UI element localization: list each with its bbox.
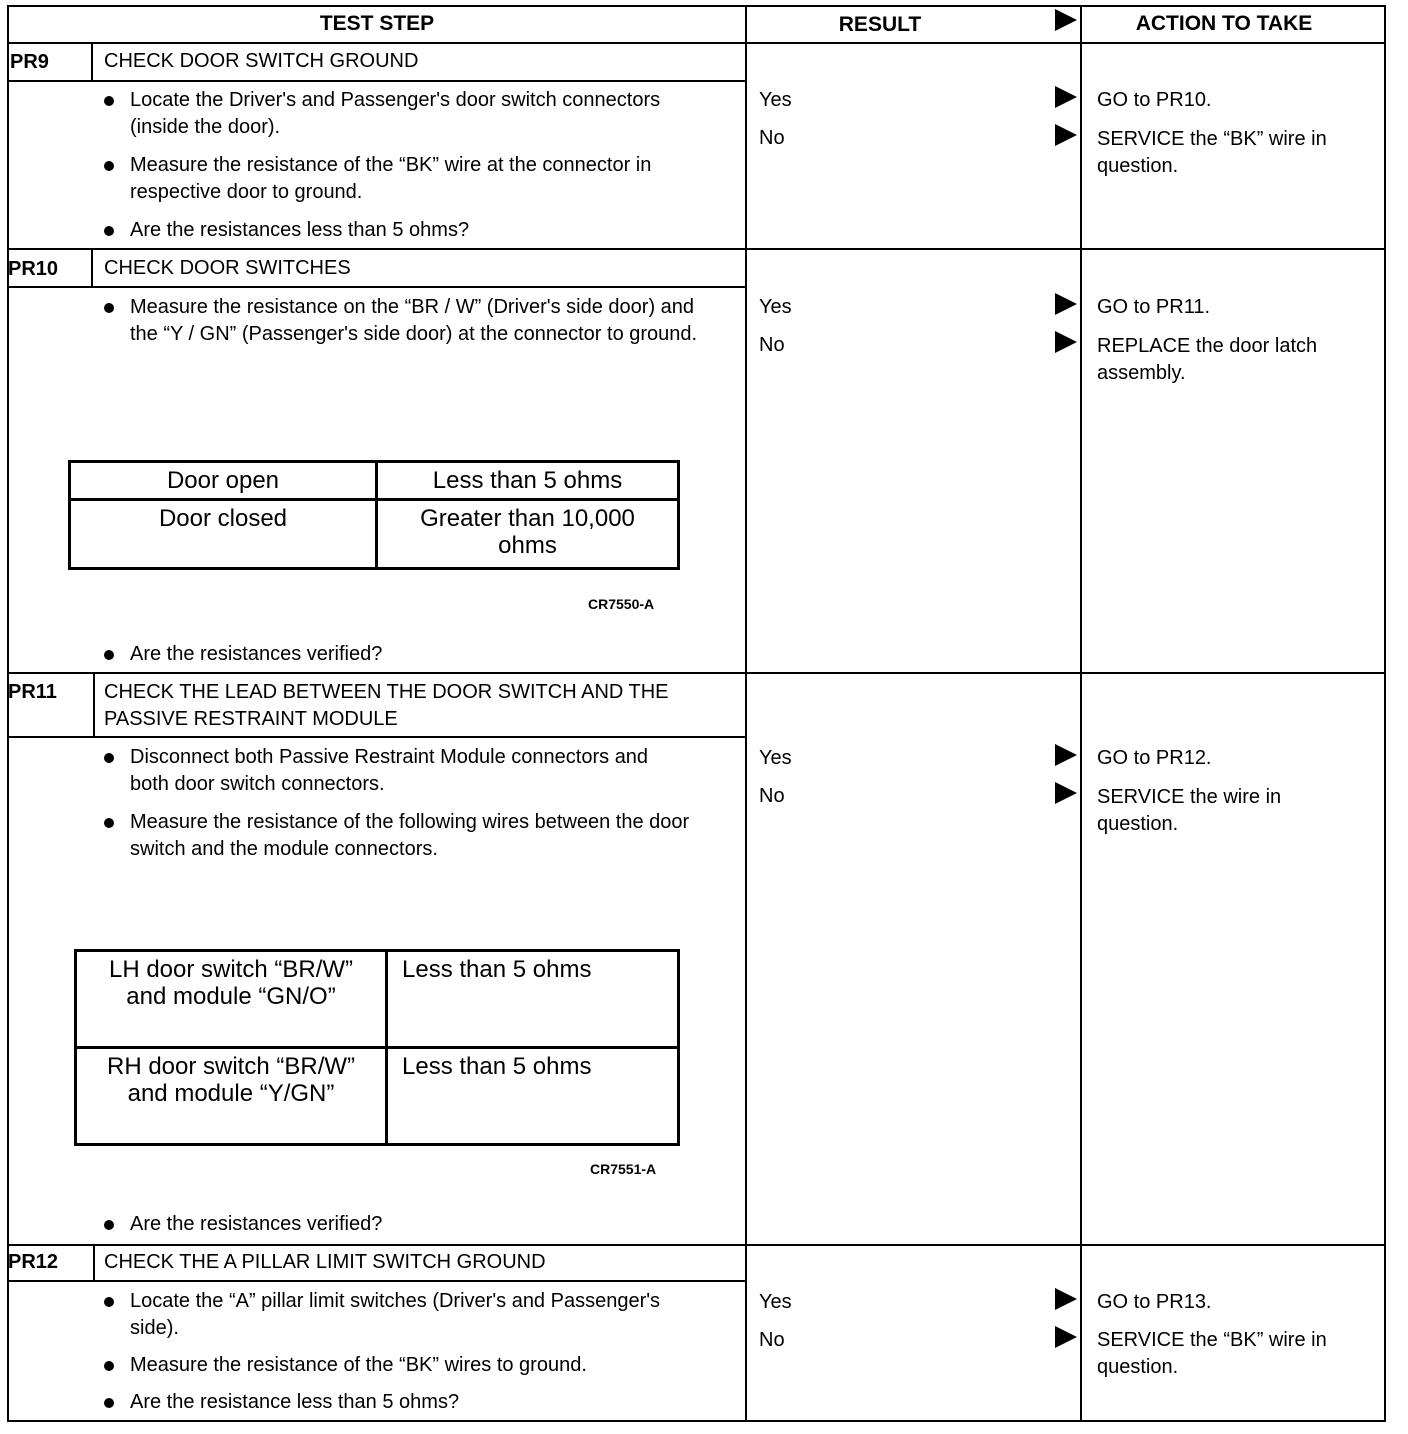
value-cell: Less than 5 ohms	[387, 951, 679, 1048]
result-yes: Yes	[759, 1291, 792, 1313]
wire-cell: RH door switch “BR/W” and module “Y/GN”	[76, 1048, 387, 1145]
wire-resistance-table	[74, 949, 680, 1146]
arrow-icon	[1055, 293, 1077, 315]
action-no: REPLACE the door latch assembly.	[1097, 335, 1318, 384]
action-yes: GO to PR10.	[1097, 89, 1212, 111]
bullet-item: Locate the “A” pillar limit switches (Driver's and Passenger's side).	[104, 1288, 710, 1342]
step-title: CHECK DOOR SWITCH GROUND	[104, 50, 419, 72]
bullet-item: Are the resistances less than 5 ohms?	[104, 217, 730, 244]
figure-code: CR7551-A	[590, 1161, 657, 1177]
bullet-item: Are the resistance less than 5 ohms?	[104, 1389, 730, 1416]
header-action: ACTION TO TAKE	[1135, 12, 1313, 35]
action-no: SERVICE the wire in question.	[1097, 786, 1282, 835]
step-id: PR9	[10, 51, 49, 73]
step-id: PR11	[8, 681, 57, 703]
resistance-table	[68, 460, 680, 570]
arrow-icon	[1055, 782, 1077, 804]
value-cell: Less than 5 ohms	[377, 462, 679, 500]
result-no: No	[759, 127, 785, 149]
figure-code: CR7550-A	[588, 596, 655, 612]
bullet-item: Are the resistances verified?	[104, 641, 730, 668]
result-yes: Yes	[759, 747, 792, 769]
value-cell: Less than 5 ohms	[387, 1048, 679, 1145]
bullet-item: Measure the resistance of the following wires between the door switch and the module connectors.	[104, 809, 750, 863]
condition-cell: Door open	[70, 462, 377, 500]
table-row	[70, 500, 679, 569]
step-id: PR12	[8, 1251, 59, 1273]
action-yes: GO to PR11.	[1097, 296, 1211, 318]
step-title: CHECK THE A PILLAR LIMIT SWITCH GROUND	[104, 1251, 546, 1273]
bullet-item: Are the resistances verified?	[104, 1211, 730, 1238]
result-no: No	[759, 1329, 785, 1351]
arrow-icon	[1055, 1326, 1077, 1348]
bullet-item: Measure the resistance on the “BR / W” (Driver's side door) and the “Y / GN” (Passenger's side door) at the connector to ground.	[104, 294, 720, 348]
bullet-item: Measure the resistance of the “BK” wires to ground.	[104, 1352, 750, 1379]
arrow-icon	[1055, 744, 1077, 766]
arrow-icon	[1055, 1288, 1077, 1310]
step-title: CHECK DOOR SWITCHES	[104, 257, 351, 279]
table-row	[76, 1048, 679, 1145]
table-row	[76, 951, 679, 1048]
arrow-icon	[1055, 331, 1077, 353]
header-arrow-icon	[1055, 9, 1077, 31]
step-title: CHECK THE LEAD BETWEEN THE DOOR SWITCH AND THE PASSIVE RESTRAINT MODULE	[104, 681, 669, 730]
bullet-item: Measure the resistance of the “BK” wire at the connector in respective door to ground.	[104, 152, 690, 206]
result-no: No	[759, 334, 785, 356]
action-yes: GO to PR12.	[1097, 747, 1212, 769]
step-id: PR10	[8, 258, 59, 280]
header-result: RESULT	[838, 13, 922, 36]
table-row	[70, 462, 679, 500]
header-test-step: TEST STEP	[319, 12, 435, 35]
result-yes: Yes	[759, 89, 792, 111]
action-no: SERVICE the “BK” wire in question.	[1097, 128, 1327, 177]
bullet-item: Disconnect both Passive Restraint Module connectors and both door switch connectors.	[104, 744, 690, 798]
action-no: SERVICE the “BK” wire in question.	[1097, 1329, 1327, 1378]
value-cell: Greater than 10,000 ohms	[377, 500, 679, 569]
arrow-icon	[1055, 124, 1077, 146]
bullet-item: Locate the Driver's and Passenger's door switch connectors (inside the door).	[104, 87, 710, 141]
condition-cell: Door closed	[70, 500, 377, 569]
arrow-icon	[1055, 86, 1077, 108]
wire-cell: LH door switch “BR/W” and module “GN/O”	[76, 951, 387, 1048]
result-no: No	[759, 785, 785, 807]
action-yes: GO to PR13.	[1097, 1291, 1212, 1313]
result-yes: Yes	[759, 296, 792, 318]
